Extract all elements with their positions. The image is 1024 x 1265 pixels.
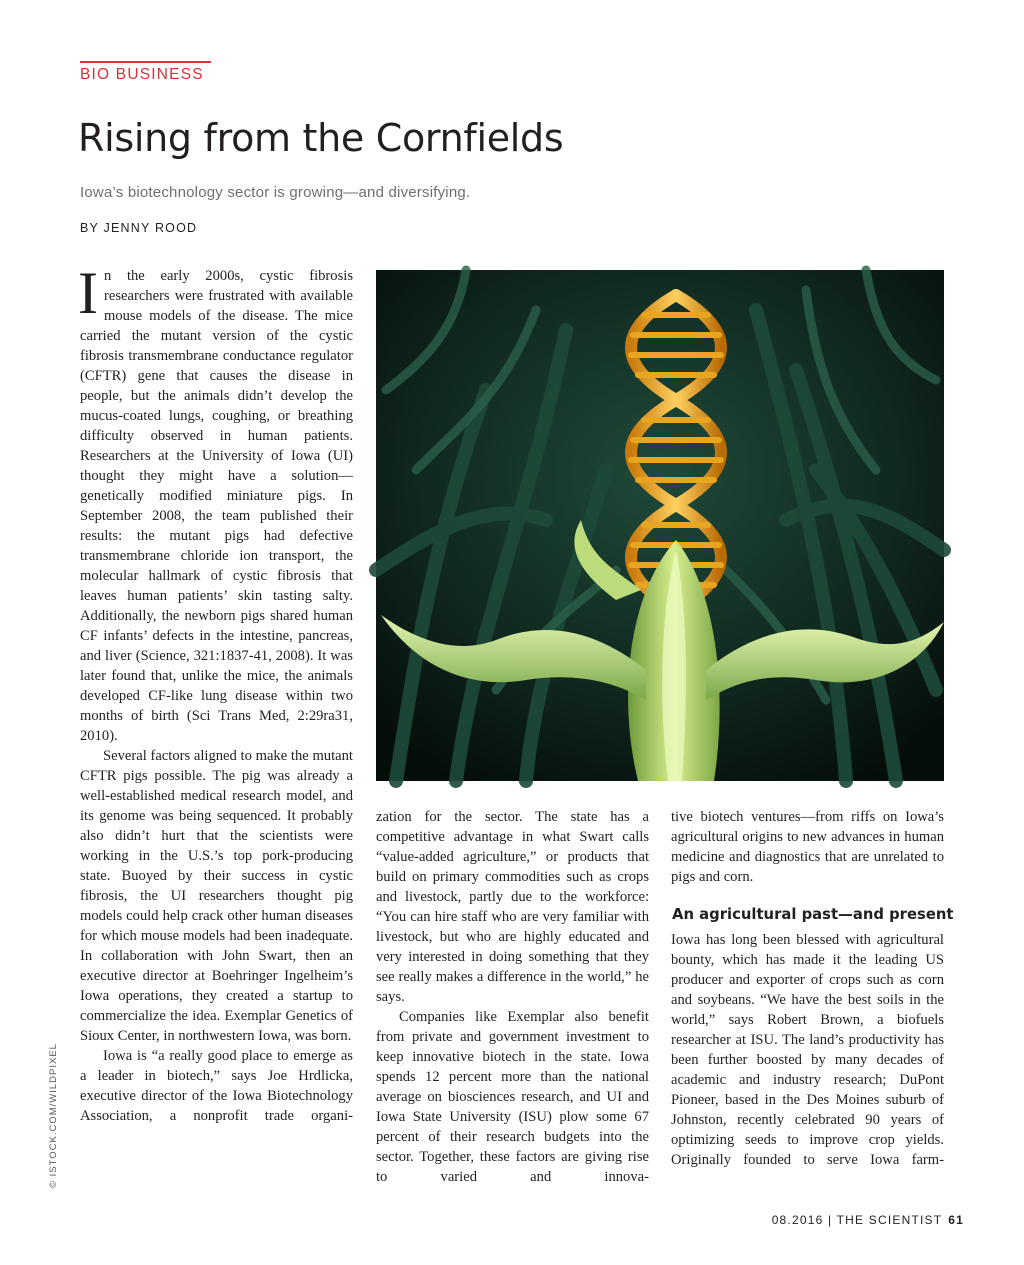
paragraph: Iowa has long been blessed with agricultural bounty, which has made it the leading US producer and exporter of crops such as corn and soybeans. “We have the best soils in the world,” says Robert Brown, a biofuels researcher at ISU. The land’s productivity has been further boosted by many decades of academic and industry research; DuPont Pioneer, based in the Des Moines suburb of Johnston, recently celebrated 90 years of optimizing seeds to improve crop yields. Originally founded to serve Iowa farm- (671, 932, 944, 1168)
article-title: Rising from the Cornfields (78, 116, 564, 160)
section-rule (80, 61, 211, 63)
paragraph: zation for the sector. The state has a competitive advantage in what Swart calls “value-added agriculture,” or products that build on primary commodities such as crops and livestock, partly due to the workforce: “You can hire staff who are very familiar with livestock, but who are highly educated and very interested in doing something that they see really makes a difference in the world,” he says. (376, 809, 649, 1005)
paragraph: Iowa is “a really good place to emerge as a leader in biotech,” says Joe Hrdlicka, executive director of the Iowa Biotechnology Association, a nonprofit trade organi- (80, 1048, 353, 1124)
photo-illustration (376, 270, 944, 781)
dna-corn-photo (376, 270, 944, 781)
column-2 (376, 807, 649, 1187)
section-label: BIO BUSINESS (80, 66, 204, 83)
column-3-body (671, 930, 944, 1170)
column-3-intro (671, 807, 944, 887)
photo-credit: © ISTOCK.COM/WILDPIXEL (48, 1043, 59, 1188)
drop-cap: I (78, 260, 98, 326)
issue-label: 08.2016 | THE SCIENTIST (771, 1213, 943, 1227)
column-1 (78, 260, 353, 1126)
paragraph: Companies like Exemplar also benefit from private and government investment to keep innovative biotech in the state. Iowa spends 12 percent more than the national average on biosciences research, and UI and Iowa State University (ISU) plow some 67 percent of their research budgets into the sector. Together, these factors are giving rise to varied and innova- (376, 1009, 649, 1185)
byline: BY JENNY ROOD (80, 221, 198, 235)
article-subtitle: Iowa’s biotechnology sector is growing—and diversifying. (80, 184, 471, 201)
paragraph: Several factors aligned to make the mutant CFTR pigs possible. The pig was already a well-established medical research model, and its genome was being sequenced. It probably also didn’t hurt that the scientists were working in the U.S.’s top pork-producing state. Buoyed by their success in cystic fibrosis, the UI researchers thought pig models could help crack other human diseases for which mouse models had been inadequate. In collaboration with John Swart, then an executive director at Boehringer Ingelheim’s Iowa operations, they created a startup to commercialize the idea. Exemplar Genetics of Sioux Center, in northwestern Iowa, was born. (80, 748, 353, 1044)
paragraph: n the early 2000s, cystic fibrosis researchers were frustrated with available mouse models of the disease. The mice carried the mutant version of the cystic fibrosis transmembrane conductance regulator (CFTR) gene that causes the disease in people, but the animals didn’t develop the mucus-coated lungs, coughing, or breathing difficulty observed in human patients. Researchers at the University of Iowa (UI) thought they might have a solution—genetically modified miniature pigs. In September 2008, the team published their results: the mutant pigs had defective transmembrane chloride ion transport, the molecular hallmark of cystic fibrosis that leaves human patients’ skin tasting salty. Additionally, the newborn pigs shared human CF infants’ defects in the intestine, pancreas, and liver (Science, 321:1837-41, 2008). It was later found that, unlike the mice, the animals developed CF-like lung disease within two months of birth (Sci Trans Med, 2:29ra31, 2010). (80, 268, 353, 744)
page-number: 61 (948, 1213, 964, 1227)
paragraph: tive biotech ventures—from riffs on Iowa’s agricultural origins to new advances in human medicine and diagnostics that are unrelated to pigs and corn. (671, 809, 944, 885)
section-subhead: An agricultural past—and present (672, 906, 954, 923)
page-footer (772, 1213, 964, 1227)
